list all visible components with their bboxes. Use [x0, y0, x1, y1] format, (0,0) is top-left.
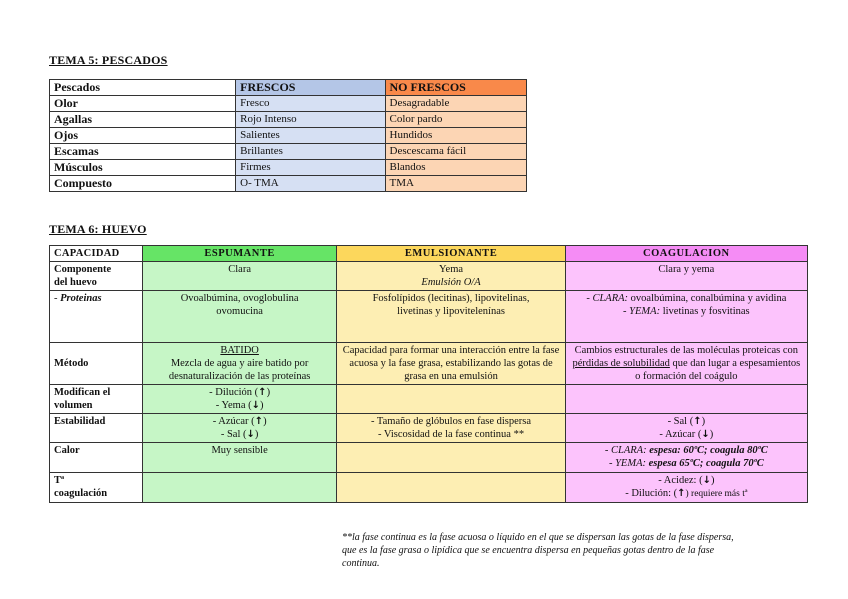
- row-label: [50, 385, 143, 414]
- cell-no-frescos: Color pardo: [385, 112, 527, 128]
- cell-espumante: [142, 343, 336, 385]
- cell-emulsionante: [337, 473, 565, 503]
- cell-espumante: Muy sensible: [142, 443, 336, 473]
- cell-emulsionante: Capacidad para formar una interacción entre la fase acuosa y la fase grasa, estabilizando las gotas de grasa en una emulsión: [337, 343, 565, 385]
- label-line: Modifican el: [54, 387, 111, 398]
- cell-frescos: O- TMA: [236, 176, 385, 192]
- cell-no-frescos: Desagradable: [385, 96, 527, 112]
- tema6-title: TEMA 6: HUEVO: [49, 222, 147, 236]
- cell-line: Fosfolípidos (lecitinas), lipovitelinas,: [372, 293, 530, 304]
- cell-text: - Yema (: [215, 400, 252, 411]
- row-label: Estabilidad: [50, 414, 143, 443]
- table-row: [50, 128, 527, 144]
- row-label: Compuesto: [50, 176, 236, 192]
- arrow-down-icon: ↓: [701, 429, 710, 440]
- cell-coagulacion: - Sal (↑) - Azúcar (↓): [565, 414, 807, 443]
- cell-text: - Azúcar (: [212, 416, 255, 427]
- cell-text: ) requiere más tª: [685, 489, 748, 499]
- cell-coagulacion: - CLARA: espesa: 60ºC; coagula 80ºC - YEMA: espesa 65ºC; coagula 70ºC: [565, 443, 807, 473]
- cell-emulsionante: [337, 414, 565, 443]
- cell-text: Cambios estructurales de las moléculas proteicas con: [574, 345, 799, 356]
- cell-line: - Tamaño de glóbulos en fase dispersa: [371, 416, 532, 427]
- label-text: Proteinas: [60, 293, 102, 304]
- cell-no-frescos: Descescama fácil: [385, 144, 527, 160]
- cell-frescos: Brillantes: [236, 144, 385, 160]
- table-row: [50, 144, 527, 160]
- yema-value: espesa 65ºC; coagula 70ºC: [646, 458, 764, 469]
- row-label: [50, 291, 143, 343]
- cell-frescos: Firmes: [236, 160, 385, 176]
- cell-text: - Sal (: [220, 429, 247, 440]
- row-label: [50, 473, 143, 503]
- row-label: Agallas: [50, 112, 236, 128]
- table-row-calor: [50, 443, 808, 473]
- yema-text: livetinas y fosvitinas: [660, 306, 750, 317]
- cell-no-frescos: TMA: [385, 176, 527, 192]
- cell-frescos: Rojo Intenso: [236, 112, 385, 128]
- table-row: [50, 160, 527, 176]
- cell-text: - Sal (: [667, 416, 694, 427]
- row-label: Escamas: [50, 144, 236, 160]
- cell-espumante: [142, 473, 336, 503]
- header-capacidad: CAPACIDAD: [50, 246, 143, 262]
- table-row: [50, 176, 527, 192]
- arrow-up-icon: ↑: [254, 416, 264, 427]
- cell-coagulacion: Clara y yema: [565, 262, 807, 291]
- cell-text: - Dilución: (: [625, 488, 678, 499]
- table-row: [50, 112, 527, 128]
- row-label: Músculos: [50, 160, 236, 176]
- header-coagulacion: COAGULACION: [565, 246, 807, 262]
- yema-label: YEMA:: [615, 458, 647, 469]
- cell-line: Ovoalbúmina, ovoglobulina: [180, 293, 299, 304]
- footnote: **la fase continua es la fase acuosa o líquido en el que se dispersan las gotas de la fase dispersa, que es la fase grasa o lipídica que se encuentra dispersa en pequeñas gotas dentro de la fase continua.: [342, 532, 734, 569]
- table-header-row: [50, 246, 808, 262]
- arrow-down-icon: ↓: [246, 429, 255, 440]
- cell-text: - Dilución (: [209, 387, 259, 398]
- clara-value: espesa: 60ºC; coagula 80ºC: [646, 445, 768, 456]
- cell-frescos: Salientes: [236, 128, 385, 144]
- header-emulsionante: EMULSIONANTE: [337, 246, 565, 262]
- batido-title: BATIDO: [220, 345, 259, 356]
- header-espumante: ESPUMANTE: [142, 246, 336, 262]
- arrow-down-icon: ↓: [251, 400, 260, 411]
- cell-line: livetinas y lipovitelenínas: [397, 306, 505, 317]
- row-label: Olor: [50, 96, 236, 112]
- table-row-modifican: [50, 385, 808, 414]
- clara-label: CLARA:: [611, 445, 647, 456]
- header-no-frescos: NO FRESCOS: [385, 80, 527, 96]
- cell-espumante: Clara: [142, 262, 336, 291]
- cell-line: ovomucina: [216, 306, 263, 317]
- table-row-proteinas: [50, 291, 808, 343]
- cell-coagulacion: [565, 385, 807, 414]
- cell-coagulacion: - Acidez: (↓) - Dilución: (↑) requiere más tª: [565, 473, 807, 503]
- label-prefix: -: [54, 293, 61, 304]
- cell-coagulacion: [565, 343, 807, 385]
- cell-text-underlined: pérdidas de solubilidad: [572, 358, 670, 369]
- label-line: volumen: [54, 400, 93, 411]
- label-line: coagulación: [54, 488, 108, 499]
- huevo-table: [49, 245, 808, 503]
- label-line: Tª: [54, 475, 65, 486]
- cell-emulsionante: [337, 443, 565, 473]
- table-row-estabilidad: [50, 414, 808, 443]
- label-line: del huevo: [54, 277, 97, 288]
- clara-text: ovoalbúmina, conalbúmina y avidina: [628, 293, 787, 304]
- cell-no-frescos: Hundidos: [385, 128, 527, 144]
- row-label: Calor: [50, 443, 143, 473]
- cell-line: Yema: [439, 264, 464, 275]
- cell-espumante: - Azúcar (↑) - Sal (↓): [142, 414, 336, 443]
- row-label: Método: [50, 343, 143, 385]
- cell-emulsionante: [337, 385, 565, 414]
- cell-coagulacion: - CLARA: ovoalbúmina, conalbúmina y avidina - YEMA: livetinas y fosvitinas: [565, 291, 807, 343]
- table-header-row: [50, 80, 527, 96]
- pescados-table: [49, 79, 527, 192]
- table-row-componente: [50, 262, 808, 291]
- row-label: Ojos: [50, 128, 236, 144]
- cell-espumante: - Dilución (↑) - Yema (↓): [142, 385, 336, 414]
- cell-line: - Viscosidad de la fase continua **: [377, 429, 525, 440]
- clara-label: CLARA:: [592, 293, 629, 304]
- header-frescos: FRESCOS: [236, 80, 385, 96]
- table-row-temp-coagulacion: [50, 473, 808, 503]
- cell-text: Mezcla de agua y aire batido por desnaturalización de las proteínas: [168, 358, 311, 382]
- cell-text: que dan lugar a espesamientos o formación del coágulo: [635, 358, 801, 382]
- tema5-title: TEMA 5: PESCADOS: [49, 53, 168, 67]
- cell-text: - Acidez: (: [658, 475, 703, 486]
- arrow-up-icon: ↑: [677, 488, 686, 499]
- cell-frescos: Fresco: [236, 96, 385, 112]
- table-row-metodo: [50, 343, 808, 385]
- cell-emulsionante: [337, 262, 565, 291]
- yema-label: YEMA:: [629, 306, 661, 317]
- table-row: [50, 96, 527, 112]
- cell-emulsionante: [337, 291, 565, 343]
- arrow-up-icon: ↑: [693, 416, 702, 427]
- cell-text: - Azúcar (: [659, 429, 702, 440]
- arrow-down-icon: ↓: [702, 475, 711, 486]
- cell-line: Emulsión O/A: [421, 277, 481, 288]
- row-label: [50, 262, 143, 291]
- label-line: Componente: [54, 264, 112, 275]
- header-pescados: Pescados: [50, 80, 236, 96]
- arrow-up-icon: ↑: [258, 387, 267, 398]
- cell-espumante: [142, 291, 336, 343]
- cell-no-frescos: Blandos: [385, 160, 527, 176]
